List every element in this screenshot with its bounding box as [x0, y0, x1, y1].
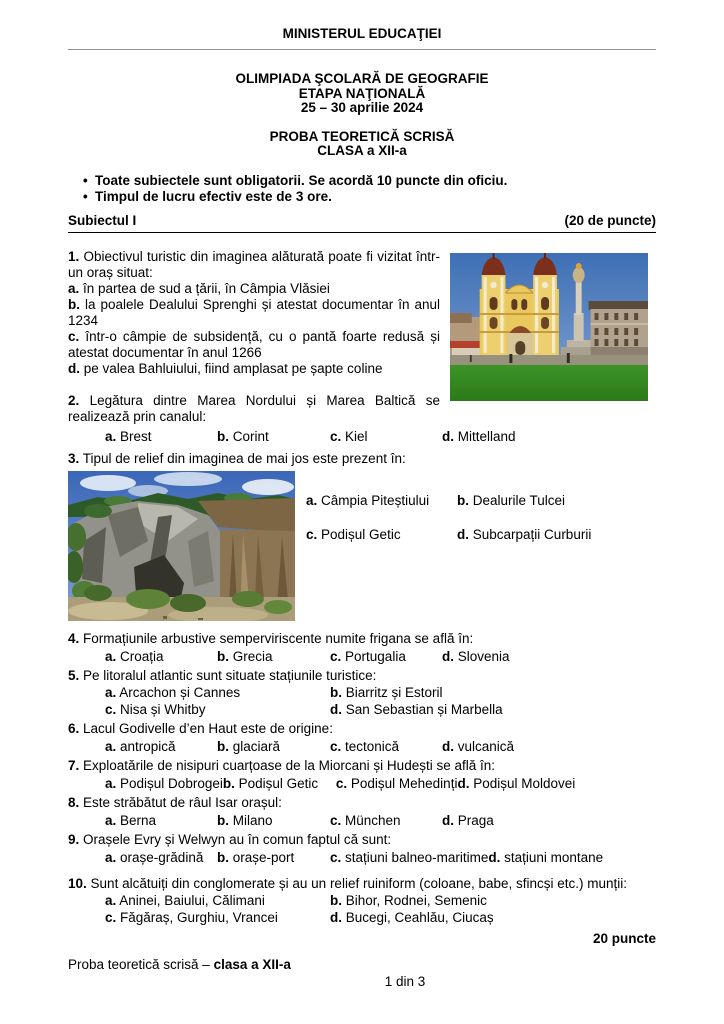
option-letter: d. [457, 526, 469, 542]
option [105, 702, 330, 718]
question-number: 9. [68, 831, 80, 847]
question-text: 6. Lacul Godivelle d’en Haut este de origine: [68, 720, 333, 736]
option-text: Praga [457, 812, 494, 828]
option [488, 850, 603, 866]
option-text: Berna [120, 812, 157, 828]
option [105, 910, 330, 926]
option-text: Podișul Getic [321, 526, 401, 542]
score-note: 20 puncte [592, 930, 656, 946]
question-number: 8. [68, 794, 80, 810]
question-text: 4. Formațiunile arbustive semperviriscente numite frigana se află în: [68, 630, 474, 646]
question-number: 7. [68, 757, 80, 773]
subtitle-block [68, 130, 656, 159]
question-number: 3. [68, 450, 80, 466]
instructions [85, 173, 656, 205]
question-text: 8. Este străbătut de râul Isar orașul: [68, 794, 282, 810]
option-letter: a. [105, 892, 117, 908]
option [330, 702, 503, 718]
option-letter: a. [105, 648, 117, 664]
option [217, 739, 330, 755]
option-letter: d. [488, 849, 501, 865]
option-text: Podișul Moldovei [473, 775, 576, 791]
option [105, 850, 217, 866]
option-letter: d. [457, 775, 470, 791]
question-2-options [68, 429, 656, 445]
option [306, 527, 457, 543]
section-points: (20 de puncte) [564, 212, 656, 228]
stage-title: ETAPA NAŢIONALĂ [298, 85, 426, 101]
option-text: glaciară [232, 738, 281, 754]
question-text: 9. Orașele Evry și Welwyn au în comun faptul că sunt: [68, 831, 392, 847]
option-text: Câmpia Piteștiului [321, 492, 430, 508]
option-text: Dealurile Tulcei [472, 492, 566, 508]
rocky-cliff-photo [68, 471, 295, 621]
question-6 [68, 721, 656, 755]
option-letter: c. [105, 909, 117, 925]
option [330, 429, 442, 445]
option [330, 685, 443, 701]
timisoara-square-photo-art [450, 253, 648, 401]
option-text: Subcarpații Curburii [472, 526, 592, 542]
page-footer [68, 957, 656, 973]
question-4 [68, 631, 656, 665]
instruction-item: • Timpul de lucru efectiv este de 3 ore. [85, 189, 656, 205]
question-number: 1. [68, 248, 80, 264]
option-text: Brest [120, 428, 152, 444]
option-letter: b. [217, 849, 229, 865]
question-text: 10. Sunt alcătuiți din conglomerate și au un relief ruiniform (coloane, babe, sfincși etc.) munții: [68, 875, 628, 891]
option-text: orașe-grădină [120, 849, 204, 865]
option-text: stațiuni montane [504, 849, 604, 865]
option-letter: d. [442, 738, 454, 754]
question-7 [68, 758, 656, 792]
option-text: vulcanică [457, 738, 515, 754]
option-letter: b. [217, 738, 229, 754]
class-label: CLASA a XII-a [317, 143, 407, 158]
option-text: Grecia [232, 648, 273, 664]
option-letter: d. [442, 648, 454, 664]
option [442, 813, 494, 829]
option [442, 429, 516, 445]
question-text: 7. Exploatările de nisipuri cuarțoase de la Miorcani și Hudești se află în: [68, 757, 495, 773]
option-text: Podișul Mehedinți [350, 775, 458, 791]
option-letter: b. [222, 775, 235, 791]
option [457, 527, 591, 543]
section-header [68, 213, 656, 233]
option-letter: a. [105, 812, 117, 828]
question-1 [68, 249, 656, 445]
option [330, 910, 494, 926]
timisoara-square-photo [450, 253, 648, 401]
option [105, 739, 217, 755]
olympiad-title: OLIMPIADA ŞCOLARĂ DE GEOGRAFIE [235, 71, 489, 86]
option-letter: d. [442, 812, 454, 828]
option-letter: a. [105, 684, 117, 700]
question-number: 6. [68, 720, 80, 736]
question-text: 1. Obiectivul turistic din imaginea alăturată poate fi vizitat într-un oraș situat: [68, 248, 440, 280]
option [330, 893, 487, 909]
option-letter: b. [217, 648, 229, 664]
section-label: Subiectul I [68, 212, 137, 228]
option-text: Croația [120, 648, 164, 664]
option [336, 776, 458, 792]
option-letter: a. [105, 775, 117, 791]
option-text: Mittelland [457, 428, 516, 444]
option-text: Kiel [345, 428, 368, 444]
option [442, 739, 514, 755]
option [105, 649, 217, 665]
question-9 [68, 832, 656, 866]
option [105, 685, 330, 701]
option-letter: c. [306, 526, 318, 542]
option-text: Slovenia [457, 648, 510, 664]
option-text: antropică [120, 738, 176, 754]
option [105, 893, 330, 909]
question-number: 10. [68, 875, 87, 891]
ministry-header: MINISTERUL EDUCAŢIEI [68, 26, 656, 50]
option-text: Aninei, Baiului, Călimani [119, 892, 265, 908]
question-2-text: 2. Legătura dintre Marea Nordului și Marea Baltică se realizează prin canalul: [68, 392, 440, 424]
option-letter: b. [217, 428, 229, 444]
option [217, 429, 330, 445]
option-text: la poalele Dealului Sprenghi și atestat documentar în anul 1234 [68, 296, 440, 328]
option-letter: b. [457, 492, 469, 508]
option-text: pe valea Bahluiului, fiind amplasat pe șapte coline [83, 360, 383, 376]
option [217, 649, 330, 665]
page-number: 1 din 3 [384, 974, 426, 989]
option-text: stațiuni balneo-maritime [345, 849, 489, 865]
option-letter: c. [68, 328, 80, 344]
option [223, 776, 336, 792]
option-text: tectonică [345, 738, 400, 754]
question-5 [68, 668, 656, 718]
question-3-body [68, 471, 656, 621]
question-number: 2. [68, 392, 80, 408]
option-letter: d. [330, 701, 342, 717]
option-text: Portugalia [345, 648, 406, 664]
option-letter: c. [330, 428, 342, 444]
question-text: 3. Tipul de relief din imaginea de mai jos este prezent în: [68, 450, 406, 466]
instruction-item: • Toate subiectele sunt obligatorii. Se acordă 10 puncte din oficiu. [85, 173, 656, 189]
option [105, 429, 217, 445]
option-letter: b. [217, 812, 229, 828]
option [105, 776, 223, 792]
question-number: 5. [68, 667, 80, 683]
date-range: 25 – 30 aprilie 2024 [300, 100, 424, 115]
question-3-options [306, 471, 591, 543]
option-letter: c. [105, 701, 117, 717]
option [217, 813, 330, 829]
option [457, 493, 565, 509]
option-text: Podișul Dobrogei [120, 775, 223, 791]
rocky-cliff-photo-art [68, 471, 295, 621]
option [330, 813, 442, 829]
option-letter: d. [68, 360, 80, 376]
option-letter: c. [330, 648, 342, 664]
option-letter: a. [105, 428, 117, 444]
test-type: PROBA TEORETICĂ SCRISĂ [269, 128, 455, 144]
option-letter: c. [335, 775, 348, 791]
option-letter: a. [68, 280, 80, 296]
footer-test-label: Proba teoretică scrisă – clasa a XII-a [68, 957, 291, 972]
option-text: Bihor, Rodnei, Semenic [345, 892, 487, 908]
option-letter: a. [105, 738, 117, 754]
option [306, 493, 457, 509]
option-letter: c. [330, 849, 342, 865]
option [457, 776, 575, 792]
question-8 [68, 795, 656, 829]
option [217, 850, 330, 866]
option-text: orașe-port [232, 849, 295, 865]
option-text: Podișul Getic [238, 775, 319, 791]
option-letter: d. [330, 909, 342, 925]
option [105, 813, 217, 829]
option-text: Nisa și Whitby [120, 701, 206, 717]
option-text: Bucegi, Ceahlău, Ciucaș [345, 909, 494, 925]
option [442, 649, 510, 665]
question-number: 4. [68, 630, 80, 646]
option-text: Biarritz și Estoril [345, 684, 443, 700]
question-3 [68, 451, 656, 621]
question-10 [68, 876, 656, 926]
option-text: Făgăraș, Gurghiu, Vrancei [120, 909, 278, 925]
option-text: San Sebastian și Marbella [345, 701, 503, 717]
option-letter: d. [442, 428, 454, 444]
question-text: 5. Pe litoralul atlantic sunt situate stațiunile turistice: [68, 667, 377, 683]
option-text: în partea de sud a țării, în Câmpia Vlăsiei [83, 280, 330, 296]
option [330, 850, 488, 866]
option-letter: c. [330, 812, 342, 828]
option-text: Milano [232, 812, 273, 828]
option-text: München [345, 812, 401, 828]
option-letter: c. [330, 738, 342, 754]
title-block [68, 72, 656, 116]
option-text: Corint [232, 428, 269, 444]
option [330, 649, 442, 665]
option-letter: a. [105, 849, 117, 865]
option-letter: a. [306, 492, 318, 508]
option-letter: b. [68, 296, 80, 312]
option [330, 739, 442, 755]
option-letter: b. [330, 684, 342, 700]
option-text: într-o câmpie de subsidență, cu o pantă foarte redusă și atestat documentar în anul 1266 [68, 328, 440, 360]
option-letter: b. [330, 892, 342, 908]
option-text: Arcachon și Cannes [119, 684, 241, 700]
